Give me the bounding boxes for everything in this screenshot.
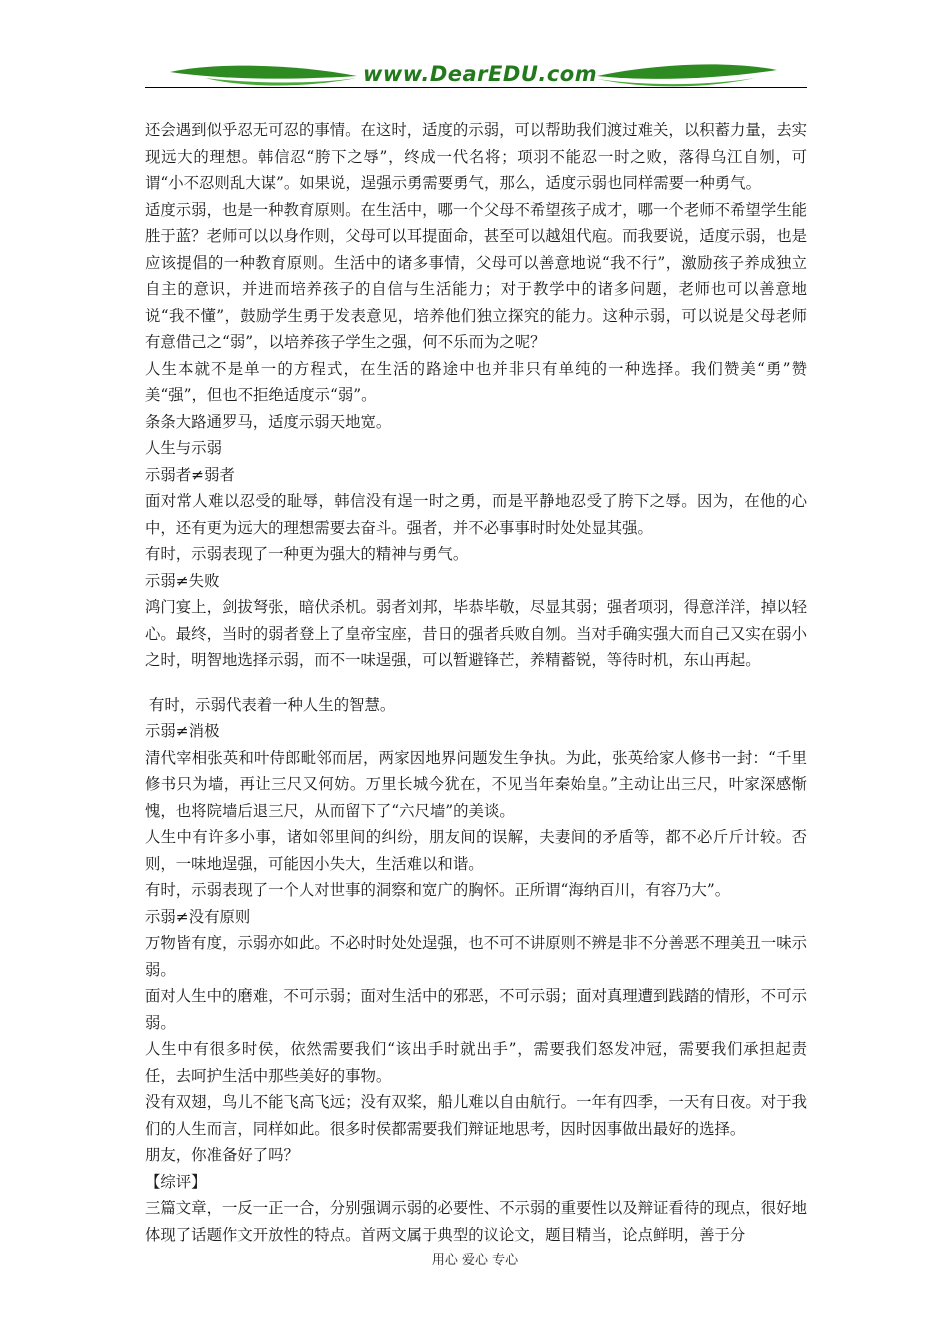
page-header (145, 58, 807, 90)
paragraph: 面对人生中的磨难，不可示弱；面对生活中的邪恶，不可示弱；面对真理遭到践踏的情形，不可示弱。 (145, 987, 807, 1032)
header-divider (145, 87, 807, 88)
paragraph: 三篇文章，一反一正一合，分别强调示弱的必要性、不示弱的重要性以及辩证看待的现点，很好地体现了话题作文开放性的特点。首两文属于典型的议论文，题目精当，论点鲜明，善于分 (145, 1199, 807, 1244)
sub-heading: 示弱≠消极 (145, 722, 220, 740)
paragraph: 鸿门宴上，剑拔弩张，暗伏杀机。弱者刘邦，毕恭毕敬，尽显其弱；强者项羽，得意洋洋，掉以轻心。最终，当时的弱者登上了皇帝宝座，昔日的强者兵败自刎。当对手确实强大而自己又实在弱小之时，明智地选择示弱，而不一味逞强，可以暂避锋芒，养精蓄锐，等待时机，东山再起。 (145, 598, 807, 669)
paragraph: 有时，示弱表现了一种更为强大的精神与勇气。 (145, 545, 469, 563)
paragraph: 清代宰相张英和叶侍郎毗邻而居，两家因地界问题发生争执。为此，张英给家人修书一封：“千里修书只为墙，再让三尺又何妨。万里长城今犹在，不见当年秦始皇。”主动让出三尺，叶家深感惭愧，也将院墙后退三尺，从而留下了“六尺墙”的美谈。 (145, 748, 807, 820)
paragraph: 面对常人难以忍受的耻辱，韩信没有逞一时之勇，而是平静地忍受了胯下之辱。因为，在他的心中，还有更为远大的理想需要去奋斗。强者，并不必事事时时处处显其强。 (145, 492, 807, 537)
paragraph: 还会遇到似乎忍无可忍的事情。在这时，适度的示弱，可以帮助我们渡过难关，以积蓄力量，去实现远大的理想。韩信忍“胯下之辱”，终成一代名将；项羽不能忍一时之败，落得乌江自刎，可谓“小不忍则乱大谋”。如果说，逞强示勇需要勇气，那么，适度示弱也同样需要一种勇气。 (145, 121, 807, 192)
paragraph: 人生本就不是单一的方程式，在生活的路途中也并非只有单纯的一种选择。我们赞美“勇”赞美“强”，但也不拒绝适度示“弱”。 (145, 359, 807, 404)
sub-heading: 示弱者≠弱者 (145, 465, 235, 484)
paragraph: 万物皆有度，示弱亦如此。不必时时处处逞强，也不可不讲原则不辨是非不分善恶不理美丑一味示弱。 (145, 934, 807, 979)
paragraph: 有时，示弱表现了一个人对世事的洞察和宽广的胸怀。正所谓“海纳百川，有容乃大”。 (145, 881, 731, 899)
paragraph: 人生中有很多时侯，依然需要我们“该出手时就出手”，需要我们怒发冲冠，需要我们承担起责任，去呵护生活中那些美好的事物。 (145, 1040, 807, 1085)
paragraph: 人生中有许多小事，诸如邻里间的纠纷，朋友间的误解，夫妻间的矛盾等，都不必斤斤计较。否则，一味地逞强，可能因小失大，生活难以和谐。 (145, 828, 807, 873)
paragraph: 适度示弱，也是一种教育原则。在生活中，哪一个父母不希望孩子成才，哪一个老师不希望学生能胜于蓝？老师可以以身作则，父母可以耳提面命，甚至可以越俎代庖。而我要说，适度示弱，也是应该提倡的一种教育原则。生活中的诸多事情，父母可以善意地说“我不行”，激励孩子养成独立自主的意识，并进而培养孩子的自信与生活能力；对于教学中的诸多问题，老师也可以善意地说“我不懂”，鼓励学生勇于发表意见，培养他们独立探究的能力。这种示弱，可以说是父母老师有意借己之“弱”，以培养孩子学生之强，何不乐而为之呢？ (145, 200, 807, 351)
paragraph: 有时，示弱代表着一种人生的智慧。 (149, 695, 396, 714)
paragraph: 朋友，你准备好了吗？ (145, 1146, 299, 1164)
blank-line (145, 674, 807, 692)
site-logo-text: www.DearEDU.com (363, 62, 598, 86)
page-footer: 用心 爱心 专心 (431, 1253, 519, 1268)
paragraph: 没有双翅，鸟儿不能飞高飞远；没有双桨，船儿难以自由航行。一年有四季，一天有日夜。对于我们的人生而言，同样如此。很多时侯都需要我们辩证地思考，因时因事做出最好的选择。 (145, 1093, 807, 1138)
review-heading: 【综评】 (145, 1172, 207, 1191)
paragraph: 条条大路通罗马，适度示弱天地宽。 (145, 412, 392, 431)
article-body (145, 117, 807, 1248)
sub-heading: 示弱≠失败 (145, 571, 220, 590)
sub-heading: 示弱≠没有原则 (145, 907, 251, 926)
section-heading: 人生与示弱 (145, 439, 222, 457)
